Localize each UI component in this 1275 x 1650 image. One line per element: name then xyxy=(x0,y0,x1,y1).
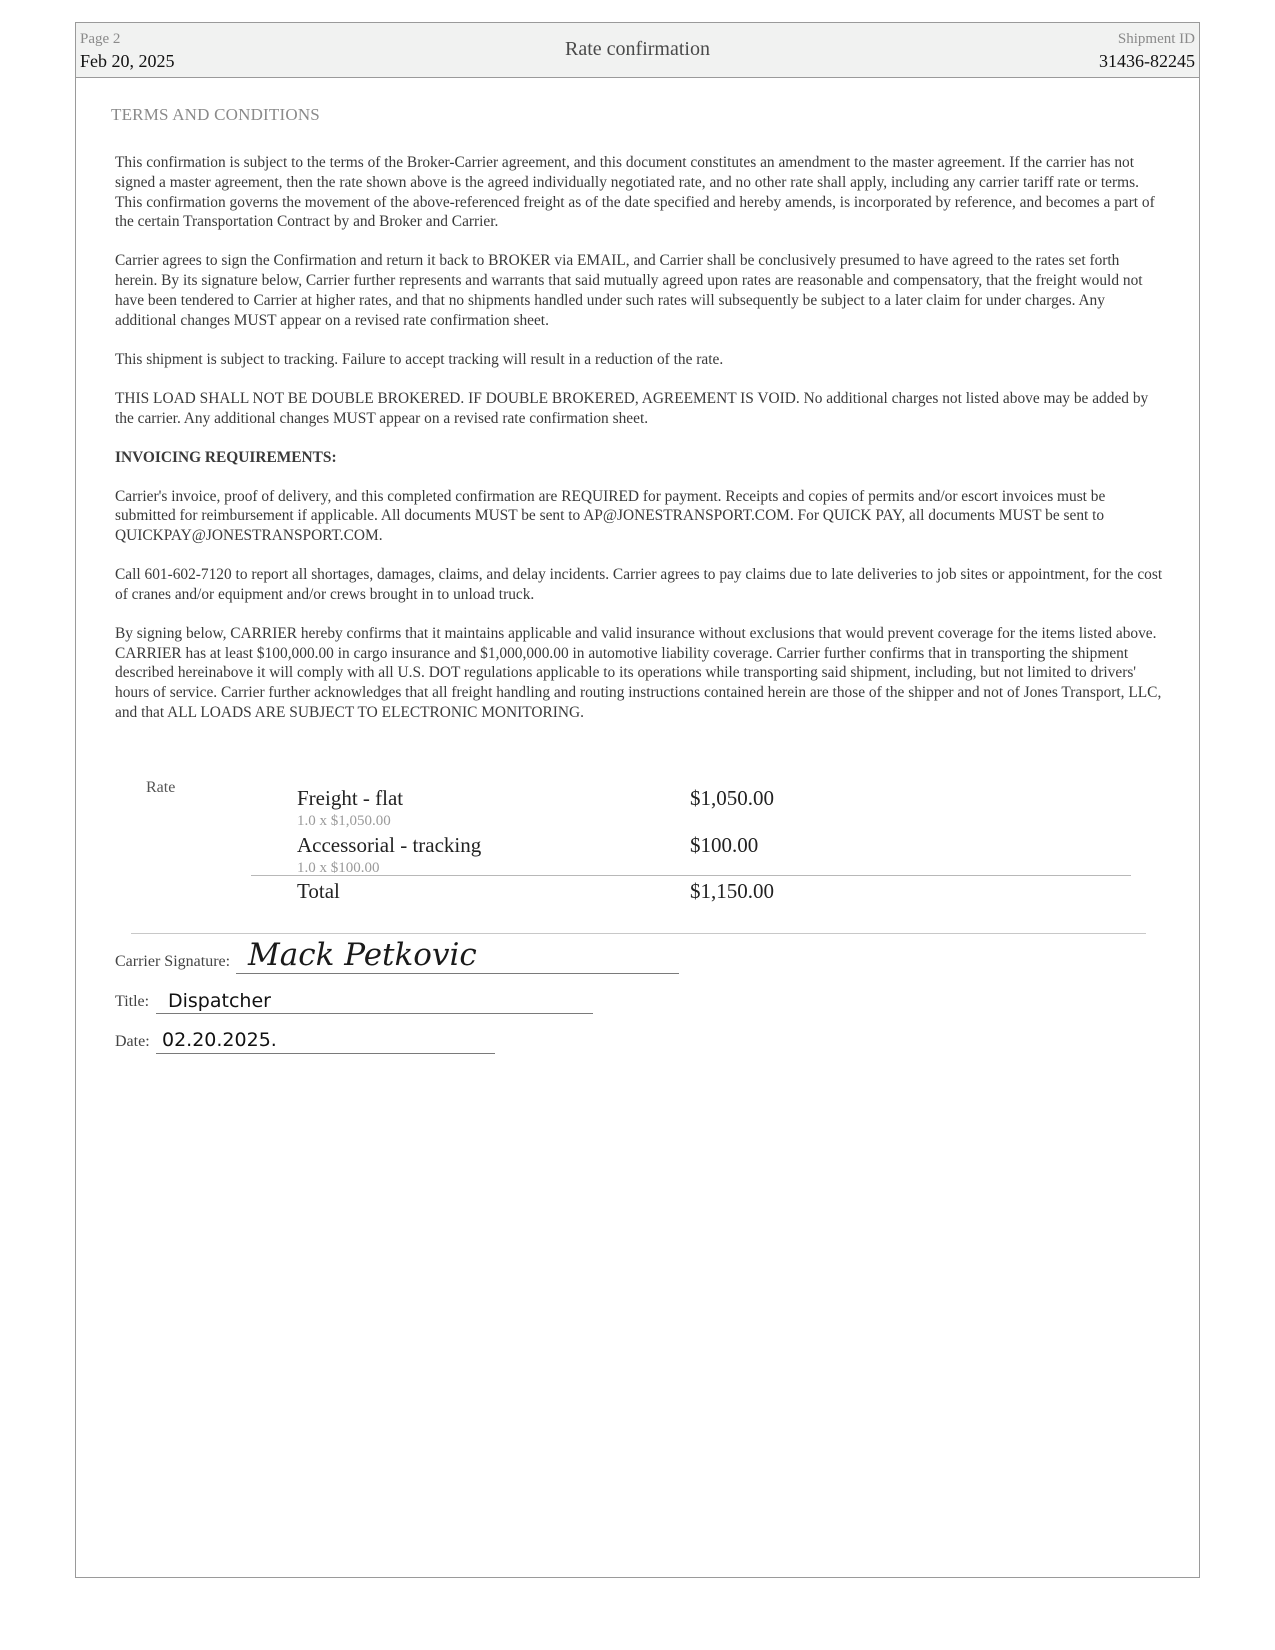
rate-divider xyxy=(251,875,1131,876)
rate-item-detail: 1.0 x $100.00 xyxy=(297,860,380,876)
terms-paragraph-claims: Call 601-602-7120 to report all shortages, damages, claims, and delay incidents. Carrier agrees to pay claims due to late deliveries to job sites or appointment, for the cost of cranes and/or equipment and/or crews brought in to unload truck. xyxy=(115,566,1163,603)
document-title: Rate confirmation xyxy=(565,38,710,60)
rate-item-detail: 1.0 x $1,050.00 xyxy=(297,813,391,829)
rate-item-name: Freight - flat xyxy=(297,786,404,810)
shipment-id-value: 31436-82245 xyxy=(1099,51,1195,71)
signature-divider xyxy=(131,933,1146,934)
rate-item-amount: $100.00 xyxy=(690,833,759,857)
terms-paragraph-tracking: This shipment is subject to tracking. Failure to accept tracking will result in a reduction of the rate. xyxy=(115,350,724,368)
carrier-signature-label: Carrier Signature: xyxy=(115,953,231,970)
rate-item-name: Accessorial - tracking xyxy=(297,833,482,857)
date-label: Date: xyxy=(115,1033,150,1050)
terms-paragraph-invoicing: Carrier's invoice, proof of delivery, and this completed confirmation are REQUIRED for payment. Receipts and copies of permits and/or escort invoices must be submitted for reimbursement if applicable. All documents MUST be sent to AP@JONESTRANSPORT.COM. For QUICK PAY, all documents MUST be sent to QUICKPAY@JONESTRANSPORT.COM. xyxy=(115,487,1106,545)
rate-item-amount: $1,050.00 xyxy=(690,786,774,810)
terms-paragraph-insurance: By signing below, CARRIER hereby confirms that it maintains applicable and valid insurance without exclusions that would prevent coverage for the items listed above. CARRIER has at least $100,000.00 in cargo insurance and $1,000,000.00 in automotive liability coverage. Carrier further confirms that in transporting the shipment described hereinabove it will comply with all U.S. DOT regulations applicable to its operations while transporting said shipment, including, but not limited to drivers' hours of service. Carrier further acknowledges that all freight handling and routing instructions contained herein are those of the shipper and not of Jones Transport, LLC, and that ALL LOADS ARE SUBJECT TO ELECTRONIC MONITORING. xyxy=(115,624,1162,722)
rate-label: Rate xyxy=(146,779,176,796)
title-value[interactable]: Dispatcher xyxy=(168,990,271,1012)
shipment-id-label: Shipment ID xyxy=(1117,31,1195,47)
signature-glyphs: Mack Petkovic xyxy=(248,937,477,973)
terms-heading: TERMS AND CONDITIONS xyxy=(111,105,320,124)
terms-paragraph-agreement: This confirmation is subject to the terms of the Broker-Carrier agreement, and this document constitutes an amendment to the master agreement. If the carrier has not signed a master agreement, then the rate shown above is the agreed individually negotiated rate, and no other rate shall apply, including any carrier tariff rate or terms. This confirmation governs the movement of the above-referenced freight as of the date specified and hereby amends, is incorporated by reference, and becomes a part of the certain Transportation Contract by and Broker and Carrier. xyxy=(115,154,1155,231)
terms-paragraph-double-brokering: THIS LOAD SHALL NOT BE DOUBLE BROKERED. IF DOUBLE BROKERED, AGREEMENT IS VOID. No additional charges not listed above may be added by the carrier. Any additional changes MUST appear on a revised rate confirmation sheet. xyxy=(115,389,1149,427)
title-label: Title: xyxy=(115,993,150,1010)
date-value[interactable]: 02.20.2025. xyxy=(162,1029,277,1051)
page-number: Page 2 xyxy=(80,31,121,47)
total-amount: $1,150.00 xyxy=(690,879,774,903)
total-label: Total xyxy=(297,879,340,903)
title-line[interactable] xyxy=(156,1013,593,1014)
header-date: Feb 20, 2025 xyxy=(80,51,175,71)
page-header xyxy=(76,23,1199,78)
handwritten-signature xyxy=(246,935,486,975)
invoicing-requirements-heading: INVOICING REQUIREMENTS: xyxy=(115,448,337,466)
date-line[interactable] xyxy=(156,1053,495,1054)
terms-paragraph-signing: Carrier agrees to sign the Confirmation and return it back to BROKER via EMAIL, and Carrier shall be conclusively presumed to have agreed to the rates set forth herein. By its signature below, Carrier further represents and warrants that said mutually agreed upon rates are reasonable and compensatory, that the freight would not have been tendered to Carrier at higher rates, and that no shipments handled under such rates will subsequently be subject to a later claim for under charges. Any additional changes MUST appear on a revised rate confirmation sheet. xyxy=(115,252,1143,329)
terms-body xyxy=(115,153,1165,742)
document-page xyxy=(75,22,1200,1578)
